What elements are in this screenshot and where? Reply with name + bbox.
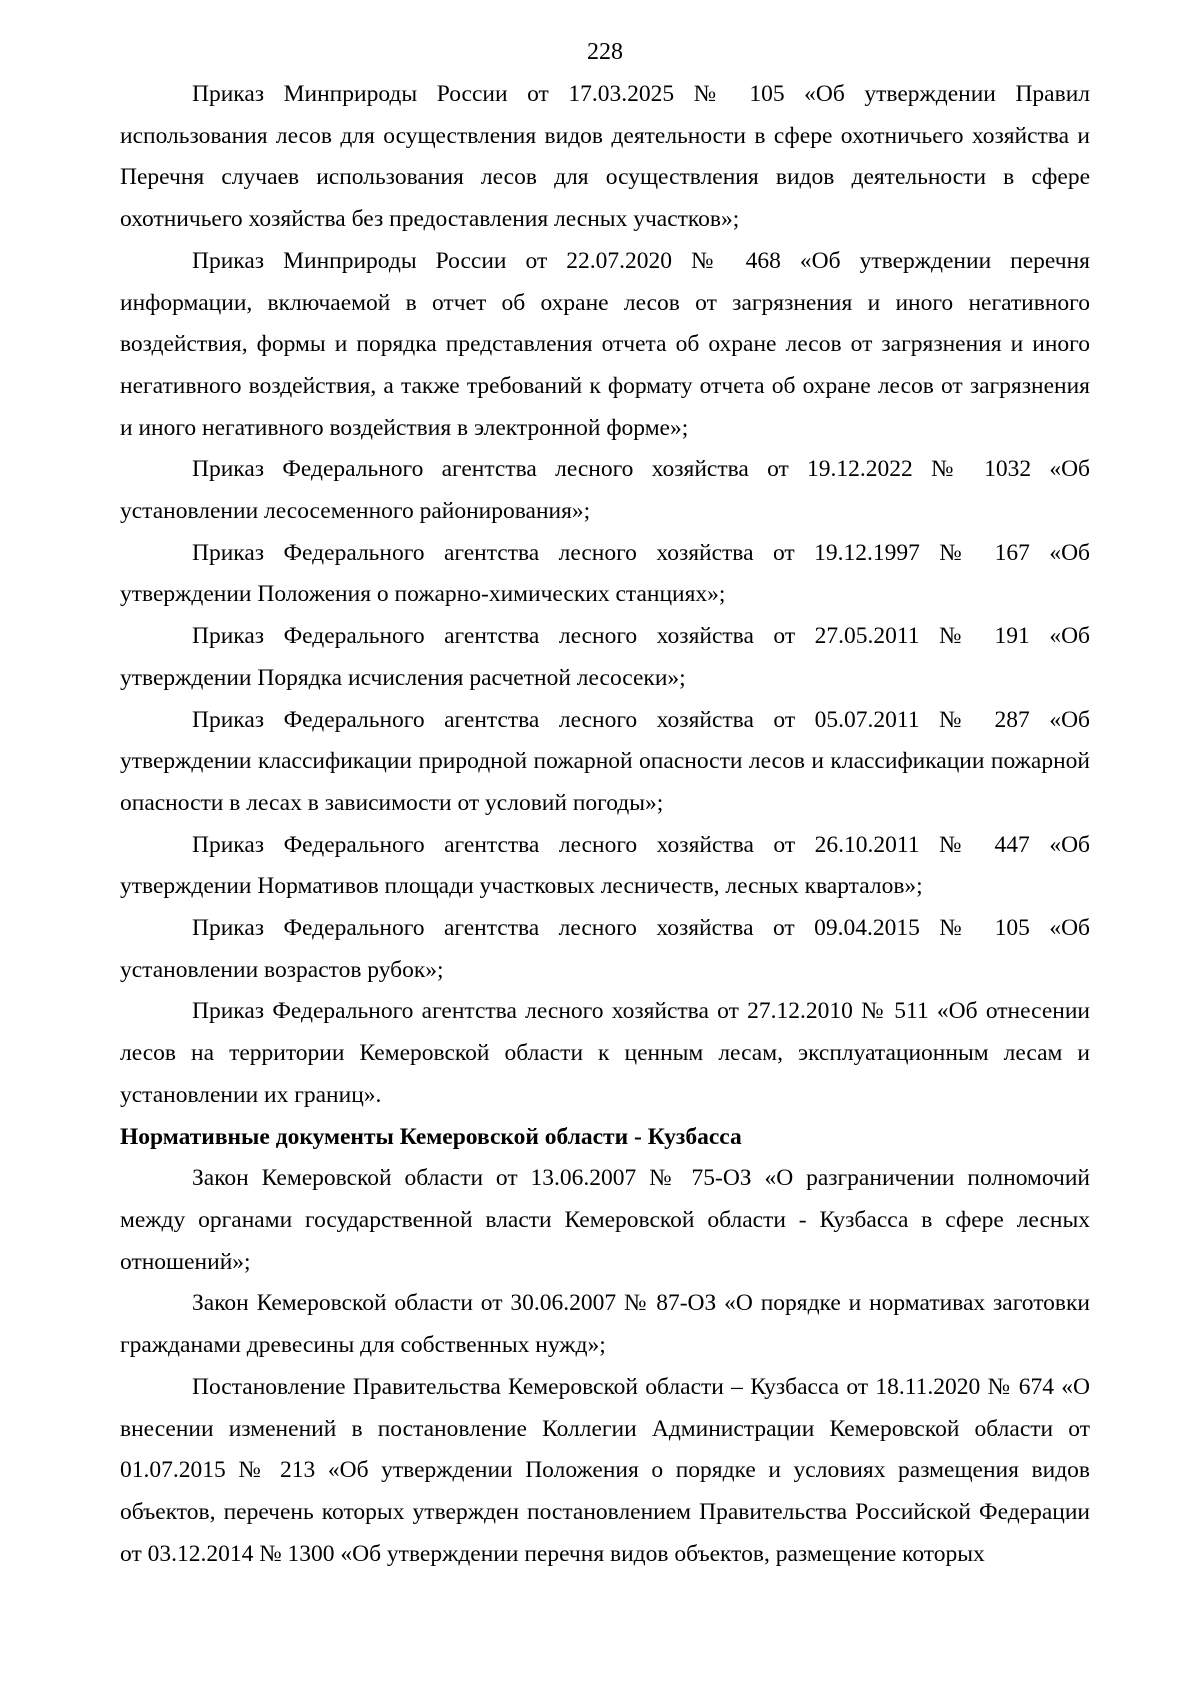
page-number: 228	[587, 39, 623, 65]
paragraph-resolution-674: Постановление Правительства Кемеровской области – Кузбасса от 18.11.2020 № 674 «О внесении изменений в постановление Коллегии Администрации Кемеровской области от 01.07.2015 № 213 «Об утверждении Положения о порядке и условиях размещения видов объектов, перечень которых утвержден постановлением Правительства Российской Федерации от 03.12.2014 № 1300 «Об утверждении перечня видов объектов, размещение которых	[120, 1373, 1090, 1567]
section-heading: Нормативные документы Кемеровской области - Кузбасса	[120, 1123, 742, 1150]
paragraph-order-468-forest-protection-report: Приказ Минприроды России от 22.07.2020 № 468 «Об утверждении перечня информации, включаемой в отчет об охране лесов от загрязнения и иного негативного воздействия, формы и порядка представления отчета об охране лесов от загрязнения и иного негативного воздействия, а также требований к формату отчета об охране лесов от загрязнения и иного негативного воздействия в электронной форме»;	[120, 247, 1090, 441]
paragraph-law-87-oz: Закон Кемеровской области от 30.06.2007 № 87-ОЗ «О порядке и нормативах заготовки гражданами древесины для собственных нужд»;	[120, 1290, 1090, 1359]
paragraph-order-105-felling-ages: Приказ Федерального агентства лесного хозяйства от 09.04.2015 № 105 «Об установлении возрастов рубок»;	[120, 915, 1090, 983]
paragraph-order-511-valuable-forests: Приказ Федерального агентства лесного хозяйства от 27.12.2010 № 511 «Об отнесении лесов на территории Кемеровской области к ценным лесам, эксплуатационным лесам и установлении их границ».	[120, 998, 1090, 1108]
paragraph-order-447-forestry-areas: Приказ Федерального агентства лесного хозяйства от 26.10.2011 № 447 «Об утверждении Нормативов площади участковых лесничеств, лесных кварталов»;	[120, 831, 1090, 900]
paragraph-order-105-hunting: Приказ Минприроды России от 17.03.2025 № 105 «Об утверждении Правил использования лесов для осуществления видов деятельности в сфере охотничьего хозяйства и Перечня случаев использования лесов для осуществления видов деятельности в сфере охотничьего хозяйства без предоставления лесных участков»;	[120, 81, 1090, 233]
paragraph-order-1032-seed-zoning: Приказ Федерального агентства лесного хозяйства от 19.12.2022 № 1032 «Об установлении лесосеменного районирования»;	[120, 456, 1090, 525]
paragraph-order-167-fire-stations: Приказ Федерального агентства лесного хозяйства от 19.12.1997 № 167 «Об утверждении Положения о пожарно-химических станциях»;	[120, 539, 1090, 608]
document-body	[120, 74, 1090, 1575]
paragraph-order-191-cutting-area: Приказ Федерального агентства лесного хозяйства от 27.05.2011 № 191 «Об утверждении Порядка исчисления расчетной лесосеки»;	[120, 623, 1090, 691]
paragraph-order-287-fire-danger: Приказ Федерального агентства лесного хозяйства от 05.07.2011 № 287 «Об утверждении классификации природной пожарной опасности лесов и классификации пожарной опасности в лесах в зависимости от условий погоды»;	[120, 706, 1090, 816]
paragraph-law-75-oz: Закон Кемеровской области от 13.06.2007 № 75-ОЗ «О разграничении полномочий между органами государственной власти Кемеровской области - Кузбасса в сфере лесных отношений»;	[120, 1165, 1090, 1275]
